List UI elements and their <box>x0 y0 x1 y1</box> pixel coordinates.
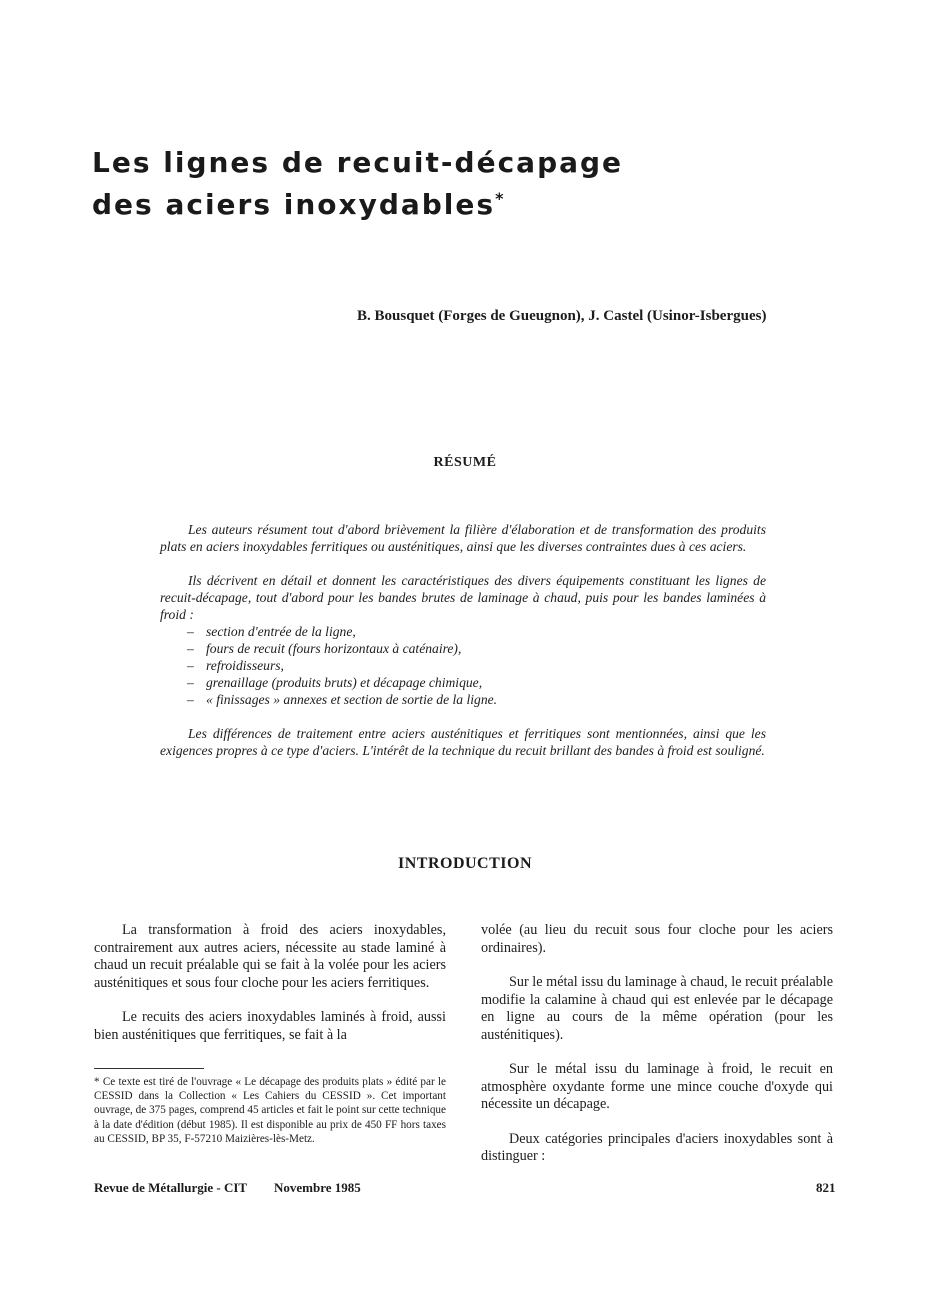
footnote-rule <box>94 1068 204 1069</box>
list-item: – « finissages » annexes et section de sortie de la ligne. <box>160 691 766 708</box>
abstract <box>160 521 766 776</box>
abstract-paragraph-1: Les auteurs résument tout d'abord brièvement la filière d'élaboration et de transformation des produits plats en aciers inoxydables ferritiques ou austénitiques, ainsi que les diverses contraintes dues à ces aciers. <box>160 522 766 554</box>
title-line-2 <box>92 181 623 223</box>
article-title <box>92 145 623 223</box>
footnote-marker: * <box>495 189 506 208</box>
footnote <box>94 1075 446 1146</box>
abstract-paragraph-2: Ils décrivent en détail et donnent les caractéristiques des divers équipements constituant les lignes de recuit-décapage, tout d'abord pour les bandes brutes de laminage à chaud, puis pour les bandes laminées à froid : <box>160 573 766 622</box>
intro-paragraph-5: Sur le métal issu du laminage à froid, le recuit en atmosphère oxydante forme une mince couche d'oxyde qui nécessite un décapage. <box>481 1061 833 1112</box>
intro-paragraph-2: Le recuits des aciers inoxydables laminés à froid, aussi bien austénitiques que ferritiques, se fait à la <box>94 1009 446 1043</box>
list-item: – refroidisseurs, <box>160 657 766 674</box>
list-item: – fours de recuit (fours horizontaux à caténaire), <box>160 640 766 657</box>
page-number: 821 <box>816 1180 836 1195</box>
intro-paragraph-1: La transformation à froid des aciers inoxydables, contrairement aux autres aciers, nécessite au stade laminé à chaud un recuit préalable qui se fait à la volée pour les aciers austénitiques et sous four cloche pour les aciers ferritiques. <box>94 922 446 991</box>
right-column <box>481 922 833 1183</box>
abstract-list <box>160 623 766 708</box>
intro-paragraph-3: volée (au lieu du recuit sous four cloche pour les aciers ordinaires). <box>481 922 833 956</box>
list-item: – section d'entrée de la ligne, <box>160 623 766 640</box>
resume-heading: RÉSUMÉ <box>433 455 497 470</box>
abstract-paragraph-3: Les différences de traitement entre aciers austénitiques et ferritiques sont mentionnées, ainsi que les exigences propres à ce type d'aciers. L'intérêt de la technique du recuit brillant des bandes à froid est souligné. <box>160 726 766 758</box>
intro-paragraph-6: Deux catégories principales d'aciers inoxydables sont à distinguer : <box>481 1130 833 1164</box>
authors: B. Bousquet (Forges de Gueugnon), J. Castel (Usinor-Isbergues) <box>357 308 767 324</box>
left-column <box>94 922 446 1061</box>
introduction-heading: INTRODUCTION <box>397 855 532 872</box>
list-item: – grenaillage (produits bruts) et décapage chimique, <box>160 674 766 691</box>
title-line-2-text: des aciers inoxydables <box>92 188 496 221</box>
footer-journal: Revue de Métallurgie - CIT <box>94 1180 248 1195</box>
intro-paragraph-4: Sur le métal issu du laminage à chaud, le recuit préalable modifie la calamine à chaud qui est enlevée par le décapage en ligne au cours de la même opération (pour les austénitiques). <box>481 974 833 1043</box>
title-line-1: Les lignes de recuit-décapage <box>92 146 624 179</box>
footnote-text: * Ce texte est tiré de l'ouvrage « Le décapage des produits plats » édité par le CESSID dans la Collection « Les Cahiers du CESSID ». Cet important ouvrage, de 375 pages, comprend 45 articles et fait le point sur cette technique à la date d'édition (début 1985). Il est disponible au prix de 450 FF hors taxes au CESSID, BP 35, F-57210 Maizières-lès-Metz. <box>94 1076 446 1145</box>
footer-date: Novembre 1985 <box>274 1180 361 1195</box>
